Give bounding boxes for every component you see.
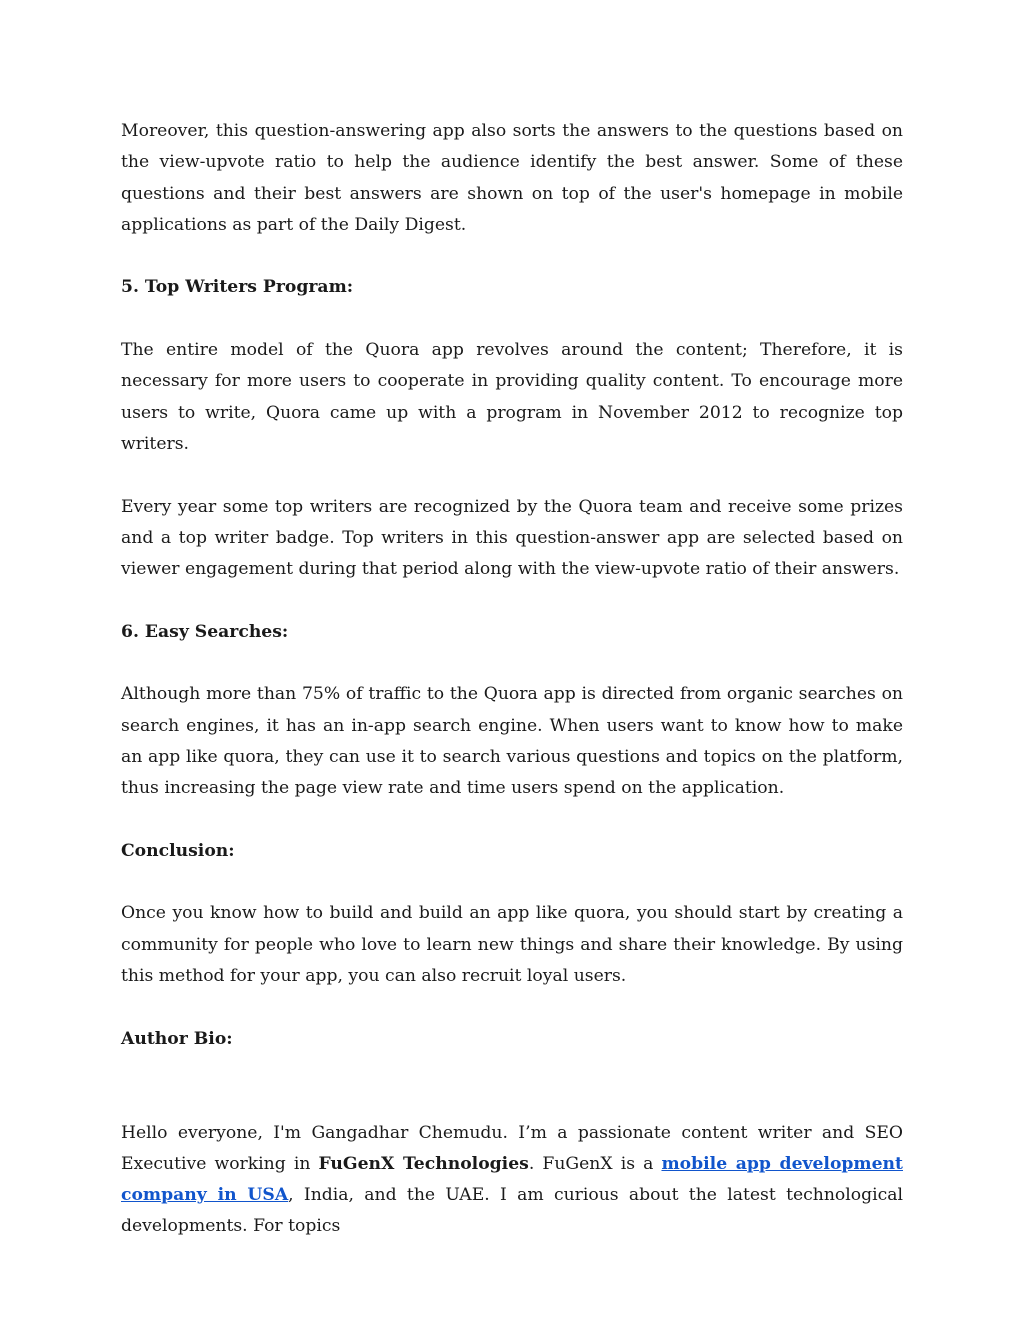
bio-outro-text: , India, and the UAE. I am curious about the latest technological developments. For topics <box>121 1185 903 1237</box>
document-page <box>121 116 903 1274</box>
bio-intro-text: Hello everyone, I'm Gangadhar Chemudu. I’m a passionate content writer and SEO Executive working in <box>121 1122 903 1174</box>
paragraph-top-writer-badge: Every year some top writers are recognized by the Quora team and receive some prizes and a top writer badge. Top writers in this question-answer app are selected based on viewer engagement during that period along with the view-upvote ratio of their answers. <box>121 496 903 580</box>
company-name: FuGenX Technologies <box>318 1153 529 1174</box>
paragraph-author-bio <box>121 1118 903 1243</box>
paragraph-conclusion: Once you know how to build and build an app like quora, you should start by creating a community for people who love to learn new things and share their knowledge. By using this method for your app, you can also recruit loyal users. <box>121 903 903 987</box>
heading-author-bio: Author Bio: <box>121 1028 233 1049</box>
paragraph-in-app-search: Although more than 75% of traffic to the Quora app is directed from organic searches on search engines, it has an in-app search engine. When users want to know how to make an app like quora, they can use it to search various questions and topics on the platform, thus increasing the page view rate and time users spend on the application. <box>121 684 903 799</box>
paragraph-content-model: The entire model of the Quora app revolves around the content; Therefore, it is necessary for more users to cooperate in providing quality content. To encourage more users to write, Quora came up with a program in November 2012 to recognize top writers. <box>121 340 903 454</box>
heading-easy-searches: 6. Easy Searches: <box>121 621 289 642</box>
heading-conclusion: Conclusion: <box>121 840 235 861</box>
heading-top-writers-program: 5. Top Writers Program: <box>121 277 354 298</box>
bio-mid-text: . FuGenX is a <box>528 1153 662 1174</box>
mobile-app-development-link[interactable]: mobile app development company in USA <box>121 1153 903 1206</box>
paragraph-daily-digest: Moreover, this question-answering app also sorts the answers to the questions based on the view-upvote ratio to help the audience identify the best answer. Some of these questions and their best answers are shown on top of the user's homepage in mobile applications as part of the Daily Digest. <box>121 121 903 235</box>
